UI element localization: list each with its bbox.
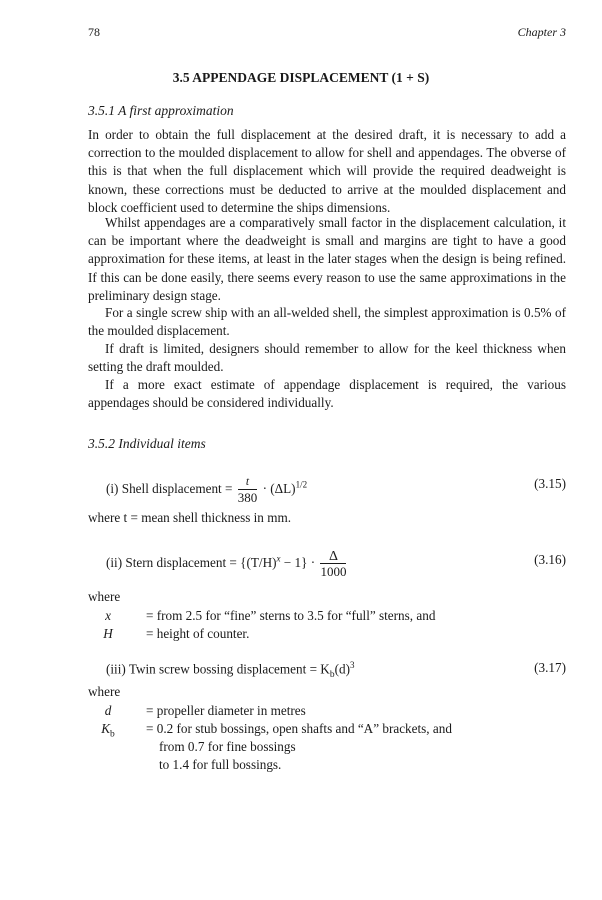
equation-number-3-17: (3.17) [534,660,566,675]
eq1-label: (i) Shell displacement = [106,481,233,497]
eq3-def-kb-desc: = 0.2 for stub bossings, open shafts and “A” brackets, and [146,721,452,736]
paragraph-3: For a single screw ship with an all-welded shell, the simplest approximation is 0.5% of the moulded displacement. [88,305,566,339]
eq2-def-x-desc: = from 2.5 for “fine” sterns to 3.5 for “full” sterns, and [146,608,436,623]
paragraph-4: If draft is limited, designers should remember to allow for the keel thickness when setting the draft moulded. [88,341,566,375]
eq3-subscript: b [329,670,335,681]
eq2-denominator: 1000 [320,564,347,579]
eq2-def-h-desc: = height of counter. [146,626,250,641]
eq3-tail: (d) [334,661,350,677]
eq2-def-x-symbol: x [105,608,111,623]
subsection-heading-first-approximation: 3.5.1 A first approximation [88,103,234,118]
paragraph-1: In order to obtain the full displacement at the desired draft, it is necessary to add a correction to the moulded displacement to allow for shell and appendages. The obverse of this is that when the full displacement which will provide the required deadweight is known, these corrections must be deducted to arrive at the moulded displacement and block coefficient used to determine the ships dimensions. [88,127,566,215]
eq2-where-label: where [88,589,121,604]
eq1-numerator: t [245,476,250,488]
eq1-where-text: where t = mean shell thickness in mm. [88,510,292,525]
chapter-label: Chapter 3 [517,25,566,39]
eq3-exponent: 3 [349,660,355,670]
eq2-fraction [320,550,346,578]
equation-bossing-displacement [106,652,566,692]
eq3-def-d-symbol: d [104,703,112,718]
eq2-exponent: x [276,553,281,564]
eq2-mid: − 1} · [283,555,316,571]
equation-stern-displacement [106,540,566,580]
subsection-heading-individual-items: 3.5.2 Individual items [88,436,206,451]
eq3-def-d-desc: = propeller diameter in metres [146,703,306,718]
eq1-exponent: 1/2 [295,479,308,490]
eq1-denominator: 380 [237,490,258,505]
page-number: 78 [88,25,100,39]
section-title: 3.5 APPENDAGE DISPLACEMENT (1 + S) [172,70,430,85]
eq2-label: (ii) Stern displacement = {(T/H) [106,555,277,571]
eq2-def-h-symbol: H [103,626,113,641]
eq2-numerator: Δ [328,549,338,564]
paragraph-5: If a more exact estimate of appendage displacement is required, the various appendages should be considered individually. [88,377,566,411]
eq3-def-kb-symbol: $K_b$ [101,721,115,740]
eq3-where-label: where [88,684,121,699]
eq3-label: (iii) Twin screw bossing displacement = K [106,661,330,677]
equation-shell-displacement [106,464,566,504]
paragraph-2: Whilst appendages are a comparatively small factor in the displacement calculation, it can be important where the deadweight is small and margins are tight to have a good approximation for these items, at least in the later stages when the design is being refined. If this can be done easily, there seems every reason to use the same approximations in the preliminary design stage. [88,215,566,303]
equation-number-3-16: (3.16) [534,552,566,567]
eq1-fraction [238,476,258,504]
eq1-tail: · (ΔL) [262,481,296,497]
equation-number-3-15: (3.15) [534,476,566,491]
